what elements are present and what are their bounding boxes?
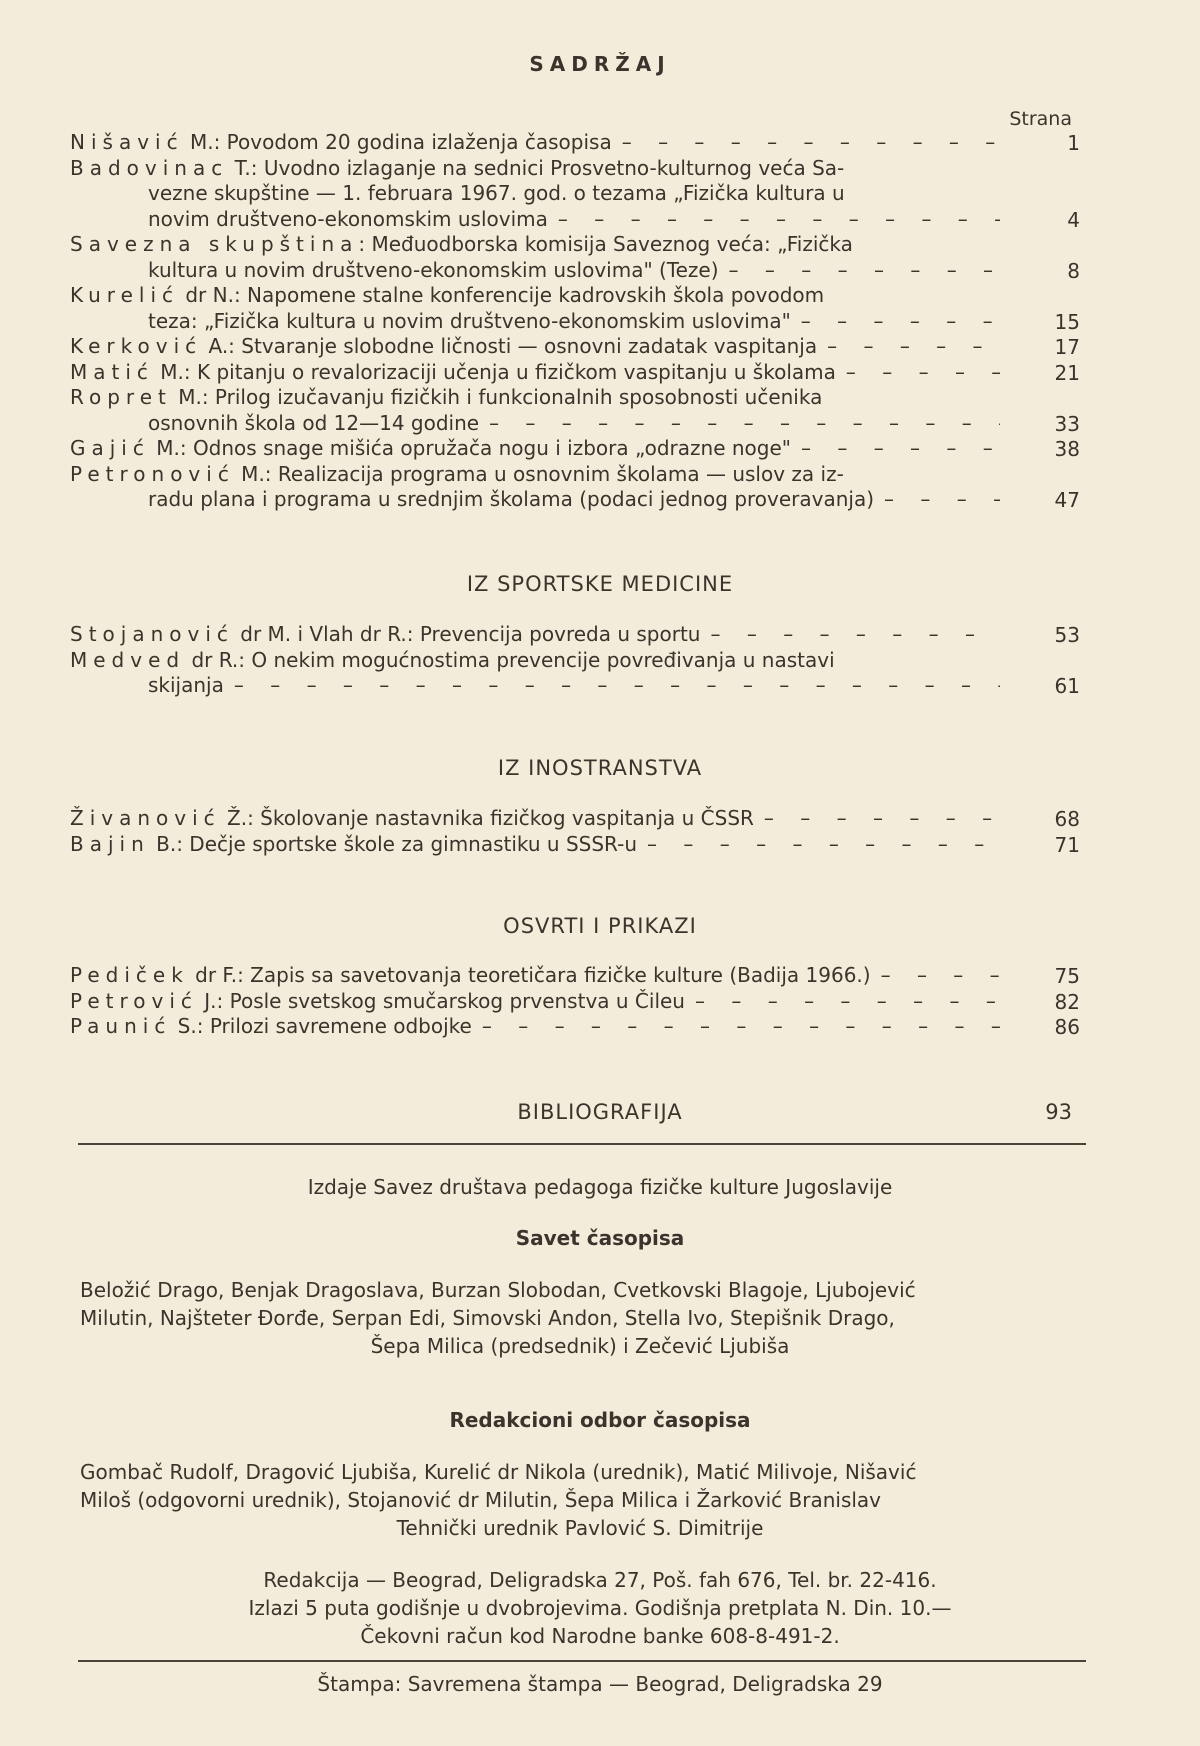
toc-entry bbox=[70, 385, 1080, 436]
toc-section-reviews bbox=[70, 963, 1080, 1040]
toc-entry-line bbox=[70, 181, 1010, 207]
council-members bbox=[80, 1276, 1080, 1360]
divider bbox=[78, 1143, 1086, 1145]
toc-page-number: 75 bbox=[1054, 964, 1080, 988]
toc-entry-line bbox=[70, 806, 1010, 832]
toc-author: Paunić bbox=[70, 1014, 172, 1038]
council-line: Šepa Milica (predsednik) i Zečević Ljubiša bbox=[370, 1334, 790, 1358]
dot-leader bbox=[764, 806, 1000, 832]
toc-title: : Međuodborska komisija Saveznog veća: „Fizička bbox=[358, 232, 853, 256]
dot-leader bbox=[710, 622, 1000, 648]
toc-title: M.: Realizacija programa u osnovnim školama — uslov za iz- bbox=[234, 461, 844, 486]
toc-title: M.: K pitanju o revalorizaciji učenja u fizičkom vaspitanju u školama bbox=[153, 359, 836, 384]
toc-page-number: 61 bbox=[1054, 674, 1080, 698]
toc-section-abroad bbox=[70, 806, 1080, 857]
toc-author: Petrović bbox=[70, 988, 198, 1013]
toc-entry-line bbox=[70, 411, 1010, 437]
dot-leader bbox=[622, 130, 1000, 156]
toc-title: dr R.: O nekim mogućnostima prevencije povređivanja u nastavi bbox=[185, 647, 835, 672]
toc-title: dr N.: Napomene stalne konferencije kadrovskih škola povodom bbox=[179, 283, 825, 307]
dot-leader bbox=[482, 1014, 1000, 1040]
toc-entry-line bbox=[70, 156, 1010, 182]
toc-title-continued: vezne skupštine — 1. februara 1967. god. o tezama „Fizička kultura u bbox=[148, 181, 845, 205]
toc-title-continued: kultura u novim društveno-ekonomskim uslovima" (Teze) bbox=[148, 257, 719, 282]
toc-title: M.: Odnos snage mišića opružača nogu i izbora „odrazne noge" bbox=[149, 436, 791, 460]
toc-author: Stojanović bbox=[70, 622, 234, 646]
board-members bbox=[80, 1458, 1080, 1542]
toc-entry bbox=[70, 156, 1080, 233]
toc-title: M.: Povodom 20 godina izlaženja časopisa bbox=[183, 130, 612, 154]
toc-section-sports-medicine bbox=[70, 622, 1080, 699]
toc-title-continued: teza: „Fizička kultura u novim društveno-ekonomskim uslovima" bbox=[148, 308, 791, 333]
toc-title-continued: radu plana i programa u srednjim školama (podaci jednog proveravanja) bbox=[148, 487, 875, 511]
toc-entry-line bbox=[70, 232, 1010, 258]
dot-leader bbox=[558, 207, 1000, 233]
toc-page-number: 4 bbox=[1067, 207, 1080, 232]
editorial-info bbox=[0, 1566, 1200, 1650]
toc-author: Ropret bbox=[70, 385, 172, 409]
toc-entry bbox=[70, 360, 1080, 386]
board-line: Tehnički urednik Pavlović S. Dimitrije bbox=[396, 1516, 764, 1540]
page-column-label: Strana bbox=[1009, 108, 1072, 130]
toc-entry-line bbox=[70, 334, 1010, 360]
bibliography-label: BIBLIOGRAFIJA bbox=[517, 1100, 683, 1124]
info-line: Redakcija — Beograd, Deligradska 27, Poš. fah 676, Tel. br. 22-416. bbox=[263, 1568, 937, 1592]
toc-entry-line bbox=[70, 1014, 1010, 1040]
dot-leader bbox=[801, 309, 1000, 335]
toc-entry bbox=[70, 648, 1080, 699]
toc-entry bbox=[70, 963, 1080, 989]
toc-page-number: 68 bbox=[1054, 807, 1080, 831]
dot-leader bbox=[881, 963, 1000, 989]
toc-entry bbox=[70, 806, 1080, 832]
toc-entry bbox=[70, 232, 1080, 283]
toc-page-number: 47 bbox=[1054, 488, 1080, 512]
toc-author: Savezna skupština bbox=[70, 232, 359, 256]
toc-page-number: 33 bbox=[1054, 411, 1080, 436]
toc-page-number: 86 bbox=[1054, 1015, 1080, 1039]
toc-title: M.: Prilog izučavanju fizičkih i funkcionalnih sposobnosti učenika bbox=[171, 385, 823, 409]
toc-page-number: 8 bbox=[1067, 258, 1080, 283]
council-line: Milutin, Najšteter Đorđe, Serpan Edi, Simovski Andon, Stella Ivo, Stepišnik Drago, bbox=[80, 1306, 895, 1330]
toc-author: Gajić bbox=[70, 436, 150, 460]
dot-leader bbox=[647, 832, 1000, 858]
toc-entry-line bbox=[70, 130, 1010, 156]
toc-entry-line bbox=[70, 832, 1010, 858]
toc-author: Kerković bbox=[70, 334, 203, 358]
toc-entry bbox=[70, 283, 1080, 334]
toc-author: Živanović bbox=[70, 806, 221, 830]
toc-entry-line bbox=[70, 648, 1010, 674]
toc-title-continued: skijanja bbox=[148, 673, 224, 697]
toc-title: dr M. i Vlah dr R.: Prevencija povreda u sportu bbox=[233, 622, 701, 646]
info-line: Čekovni račun kod Narodne banke 608-8-491-2. bbox=[360, 1624, 840, 1648]
toc-page-number: 38 bbox=[1054, 437, 1080, 461]
toc-title: dr F.: Zapis sa savetovanja teoretičara fizičke kulture (Badija 1966.) bbox=[188, 963, 871, 987]
dot-leader bbox=[729, 258, 1000, 284]
council-title: Savet časopisa bbox=[515, 1226, 685, 1250]
publisher-line: Izdaje Savez društava pedagoga fizičke kulture Jugoslavije bbox=[307, 1175, 893, 1199]
toc-entry-line bbox=[70, 622, 1010, 648]
toc-title-continued: novim društveno-ekonomskim uslovima bbox=[148, 206, 548, 231]
toc-author: Petronović bbox=[70, 461, 235, 486]
toc-title: Ž.: Školovanje nastavnika fizičkog vaspitanja u ČSSR bbox=[220, 806, 754, 830]
dot-leader bbox=[695, 989, 1000, 1015]
dot-leader bbox=[827, 334, 1000, 360]
toc-entry-line bbox=[70, 436, 1010, 462]
toc-entry-line bbox=[70, 309, 1010, 335]
toc-author: Nišavić bbox=[70, 130, 184, 154]
toc-entry-line bbox=[70, 283, 1010, 309]
toc-title-continued: osnovnih škola od 12—14 godine bbox=[148, 410, 480, 435]
section-title: IZ INOSTRANSTVA bbox=[497, 756, 703, 780]
toc-entry-line bbox=[70, 963, 1010, 989]
toc-author: Badovinac bbox=[70, 155, 229, 180]
section-title: OSVRTI I PRIKAZI bbox=[503, 914, 697, 938]
toc-page-number: 53 bbox=[1054, 623, 1080, 647]
toc-entry-line bbox=[70, 487, 1010, 513]
section-title: IZ SPORTSKE MEDICINE bbox=[466, 572, 734, 596]
toc-entry bbox=[70, 436, 1080, 462]
toc-title: B.: Dečje sportske škole za gimnastiku u SSSR-u bbox=[149, 831, 638, 856]
toc-page-number: 1 bbox=[1067, 131, 1080, 155]
toc-author: Bajin bbox=[70, 831, 150, 856]
toc-entry-line bbox=[70, 258, 1010, 284]
toc-title: J.: Posle svetskog smučarskog prvenstva u Čileu bbox=[197, 988, 685, 1013]
toc-page-number: 21 bbox=[1054, 360, 1080, 385]
toc-author: Kurelić bbox=[70, 283, 179, 307]
toc-title: A.: Stvaranje slobodne ličnosti — osnovni zadatak vaspitanja bbox=[202, 334, 818, 358]
council-line: Beložić Drago, Benjak Dragoslava, Burzan Slobodan, Cvetkovski Blagoje, Ljubojević bbox=[80, 1278, 916, 1302]
toc-entry-line bbox=[70, 673, 1010, 699]
toc-title: T.: Uvodno izlaganje na sednici Prosvetno-kulturnog veća Sa- bbox=[228, 155, 845, 180]
bibliography-page: 93 bbox=[1045, 1100, 1072, 1124]
dot-leader bbox=[801, 436, 1000, 462]
info-line: Izlazi 5 puta godišnje u dvobrojevima. Godišnja pretplata N. Din. 10.— bbox=[248, 1596, 952, 1620]
dot-leader bbox=[884, 487, 1000, 513]
toc-page-number: 71 bbox=[1054, 832, 1080, 857]
dot-leader bbox=[846, 360, 1000, 386]
toc-entry-line bbox=[70, 207, 1010, 233]
toc-entry-line bbox=[70, 989, 1010, 1015]
toc-author: Matić bbox=[70, 359, 154, 384]
toc-entry bbox=[70, 622, 1080, 648]
board-title: Redakcioni odbor časopisa bbox=[449, 1408, 751, 1432]
toc-entry bbox=[70, 462, 1080, 513]
dot-leader bbox=[234, 673, 1000, 699]
toc-title: S.: Prilozi savremene odbojke bbox=[171, 1014, 472, 1038]
toc-entry bbox=[70, 334, 1080, 360]
toc-entry bbox=[70, 130, 1080, 156]
toc-entry bbox=[70, 832, 1080, 858]
toc-author: Pediček bbox=[70, 963, 189, 987]
toc-page-number: 15 bbox=[1054, 309, 1080, 334]
toc-page-number: 82 bbox=[1054, 989, 1080, 1014]
toc-entry-line bbox=[70, 462, 1010, 488]
toc-entry bbox=[70, 1014, 1080, 1040]
table-of-contents bbox=[70, 130, 1080, 513]
page-title: SADRŽAJ bbox=[529, 52, 671, 76]
dot-leader bbox=[489, 411, 1000, 437]
toc-entry-line bbox=[70, 385, 1010, 411]
divider bbox=[78, 1660, 1086, 1662]
board-line: Gombač Rudolf, Dragović Ljubiša, Kurelić dr Nikola (urednik), Matić Milivoje, Nišavić bbox=[80, 1460, 917, 1484]
toc-author: Medved bbox=[70, 647, 186, 672]
toc-entry-line bbox=[70, 360, 1010, 386]
board-line: Miloš (odgovorni urednik), Stojanović dr Milutin, Šepa Milica i Žarković Branislav bbox=[80, 1488, 882, 1512]
toc-entry bbox=[70, 989, 1080, 1015]
printer-line: Štampa: Savremena štampa — Beograd, Deligradska 29 bbox=[317, 1672, 883, 1696]
toc-page-number: 17 bbox=[1054, 335, 1080, 359]
